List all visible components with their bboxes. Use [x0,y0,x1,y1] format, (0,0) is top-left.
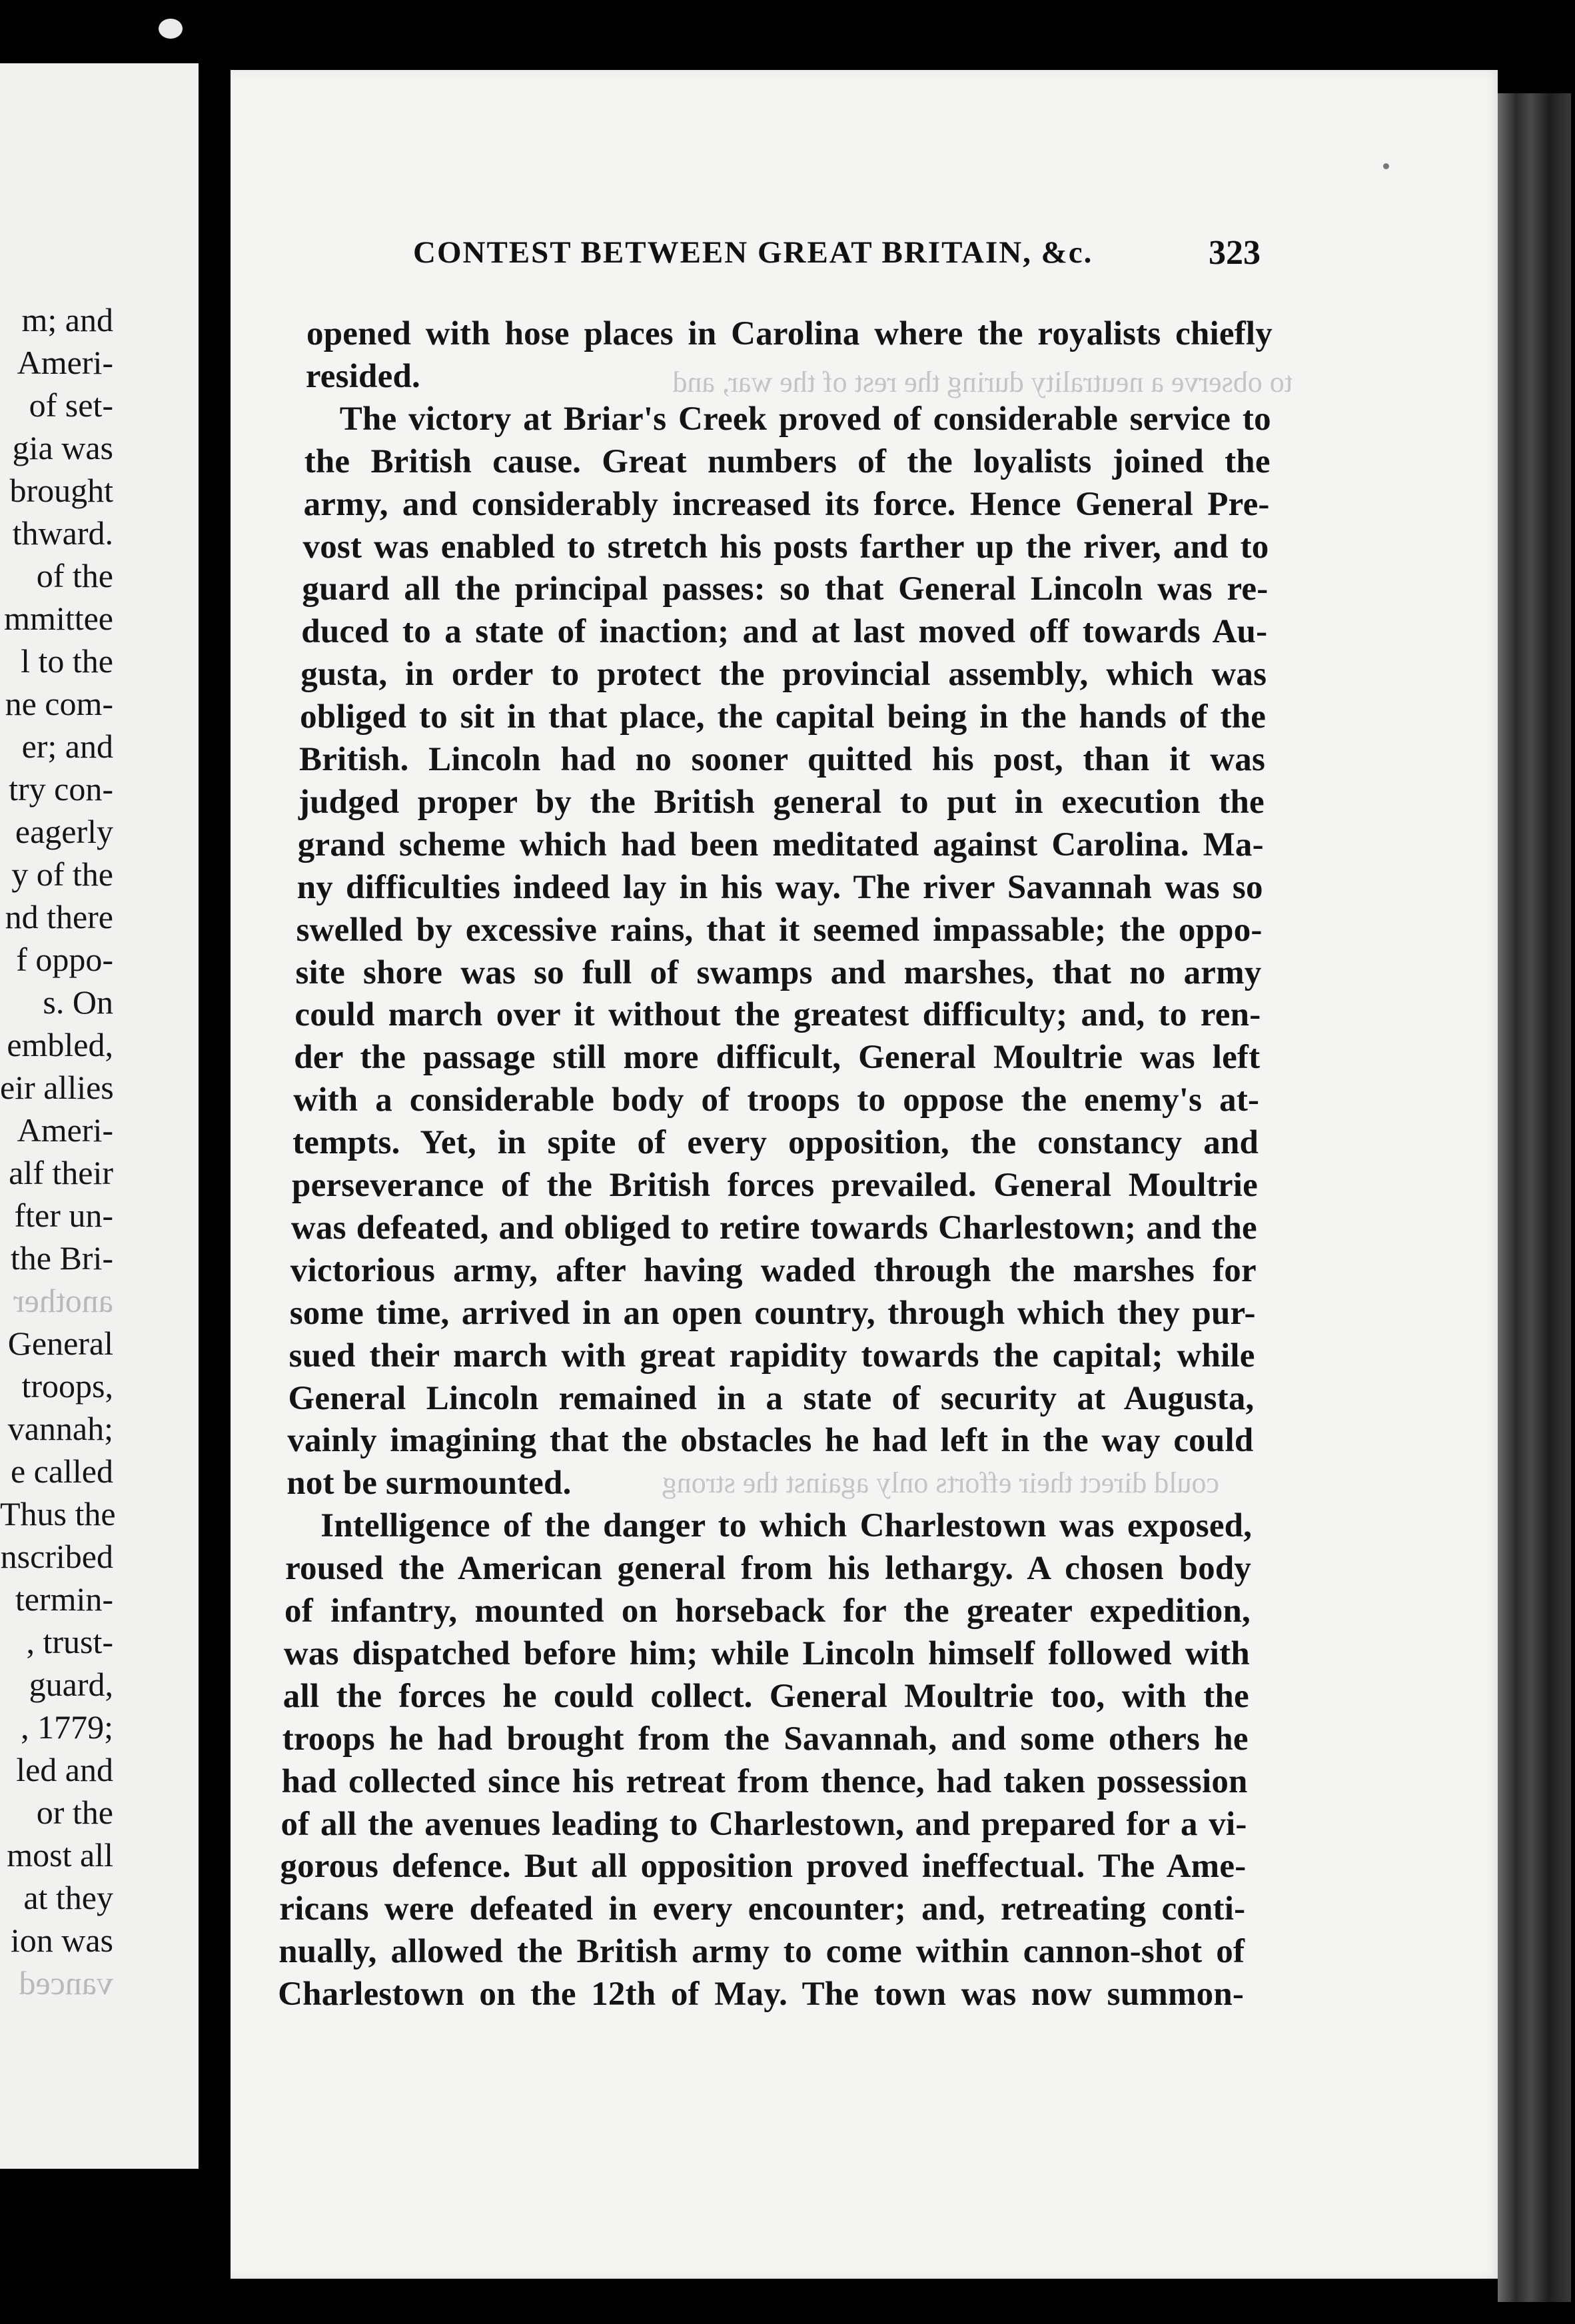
left-page-line: at they [23,1879,113,1916]
left-page-line: or the [36,1794,113,1831]
body-line: vainly imagining that the obstacles he had left in the way could [287,1422,1254,1460]
running-title: CONTEST BETWEEN GREAT BRITAIN, &c. [413,235,1093,270]
left-page-line: General [7,1325,113,1362]
body-line: der the passage still more difficult, General Moultrie was left [294,1039,1261,1077]
left-page-line: er; and [21,728,113,765]
body-line: ricans were defeated in every encounter; and, retreating conti- [279,1890,1246,1928]
body-line: victorious army, after having waded through the marshes for [290,1251,1257,1289]
body-line: some time, arrived in an open country, through which they pur- [289,1294,1256,1332]
left-page-line: another [13,1282,113,1319]
left-page-line: guard, [29,1666,113,1703]
body-line: tempts. Yet, in spite of every opposition, the constancy and [292,1124,1259,1162]
left-page-line: m; and [21,301,113,338]
left-page-line: mmittee [4,600,113,637]
body-line: roused the American general from his lethargy. A chosen body [285,1550,1252,1588]
left-page-line: eagerly [15,813,113,850]
left-facing-page [0,63,199,2169]
body-line: all the forces he could collect. General Moultrie too, with the [282,1677,1249,1715]
body-line: of all the avenues leading to Charlestown, and prepared for a vi- [280,1805,1247,1843]
left-page-line: thward. [12,514,113,552]
left-page-line: of the [36,557,113,594]
body-line: Charlestown on the 12th of May. The town was now summon- [278,1976,1245,2014]
body-line: duced to a state of inaction; and at last moved off towards Au- [301,613,1268,651]
body-line: resided. [305,357,420,395]
left-page-line: brought [9,472,113,509]
body-line: sued their march with great rapidity towards the capital; while [288,1337,1255,1375]
body-line: site shore was so full of swamps and marshes, that no army [295,953,1262,991]
left-page-line: embled, [7,1026,113,1063]
body-line: British. Lincoln had no sooner quitted his post, than it was [299,741,1265,778]
left-page-line: the Bri- [10,1239,113,1277]
body-line: had collected since his retreat from thence, had taken possession [281,1762,1248,1800]
left-page-line: alf their [9,1154,113,1191]
left-page-line: termin- [15,1580,113,1618]
left-page-line: ne com- [5,685,113,722]
body-line: obliged to sit in that place, the capital being in the hands of the [300,698,1267,736]
book-edge [1498,93,1571,2302]
body-line: nually, allowed the British army to come within cannon-shot of [278,1933,1245,1971]
body-line: vost was enabled to stretch his posts farther up the river, and to [302,528,1269,566]
left-page-line: nscribed [0,1538,113,1575]
left-page-line: f oppo- [16,941,113,978]
body-line: judged proper by the British general to put in execution the [298,783,1265,821]
left-page-line: e called [10,1452,113,1490]
bleed-through-text: could direct their efforts only against the strong [662,1466,1219,1499]
left-page-line: ion was [10,1922,113,1959]
left-page-line: most all [7,1836,113,1874]
body-line: perseverance of the British forces prevailed. General Moultrie [292,1167,1258,1204]
left-page-line: gia was [12,429,113,466]
left-page-line: y of the [11,856,113,893]
left-page-line: , 1779; [21,1708,113,1746]
body-line: was dispatched before him; while Lincoln himself followed with [283,1634,1250,1672]
body-line: gorous defence. But all opposition proved ineffectual. The Ame- [280,1848,1247,1886]
left-page-line: led and [16,1751,113,1788]
left-page-line: try con- [9,770,113,808]
body-line: could march over it without the greatest difficulty; and, to ren- [294,996,1261,1034]
body-line: gusta, in order to protect the provincial assembly, which was [300,656,1267,694]
left-page-line: of set- [29,386,113,424]
left-page-line: nd there [5,898,113,935]
body-line: grand scheme which had been meditated against Carolina. Ma- [297,826,1264,864]
left-page-line: fter un- [14,1197,113,1234]
body-line: not be surmounted. [286,1464,572,1502]
body-line: troops he had brought from the Savannah, and some others he [282,1720,1249,1758]
left-page-line: vannah; [7,1410,113,1447]
body-line: with a considerable body of troops to oppose the enemy's at- [293,1081,1260,1119]
body-line: of infantry, mounted on horseback for the greater expedition, [284,1592,1251,1630]
paper-speck [159,19,183,39]
left-page-line: s. On [43,983,113,1021]
page-number: 323 [1209,234,1261,272]
body-line: swelled by excessive rains, that it seemed impassable; the oppo- [296,911,1263,949]
body-line: Intelligence of the danger to which Charlestown was exposed, [320,1507,1253,1545]
left-page-line: vanced [19,1964,113,2002]
body-line: guard all the principal passes: so that General Lincoln was re- [302,570,1269,608]
left-page-line: Thus the [0,1495,116,1532]
body-line: army, and considerably increased its force. Hence General Pre- [303,485,1270,523]
body-line: ny difficulties indeed lay in his way. The river Savannah was so [296,868,1263,906]
body-line: the British cause. Great numbers of the loyalists joined the [304,442,1271,480]
left-page-line: eir allies [0,1069,114,1106]
left-page-line: Ameri- [17,344,113,381]
left-page-line: Ameri- [17,1111,113,1149]
body-line: The victory at Briar's Creek proved of considerable service to [339,400,1271,438]
left-page-line: , trust- [26,1623,113,1660]
paper-speck [1383,163,1389,169]
body-line: opened with hose places in Carolina where the royalists chiefly [306,315,1273,352]
body-line: General Lincoln remained in a state of security at Augusta, [288,1379,1255,1417]
left-page-line: troops, [21,1367,113,1405]
bleed-through-text: to observe a neutrality during the rest of the war, and [672,366,1293,398]
body-line: was defeated, and obliged to retire towards Charlestown; and the [290,1209,1257,1247]
left-page-line: l to the [21,642,113,680]
